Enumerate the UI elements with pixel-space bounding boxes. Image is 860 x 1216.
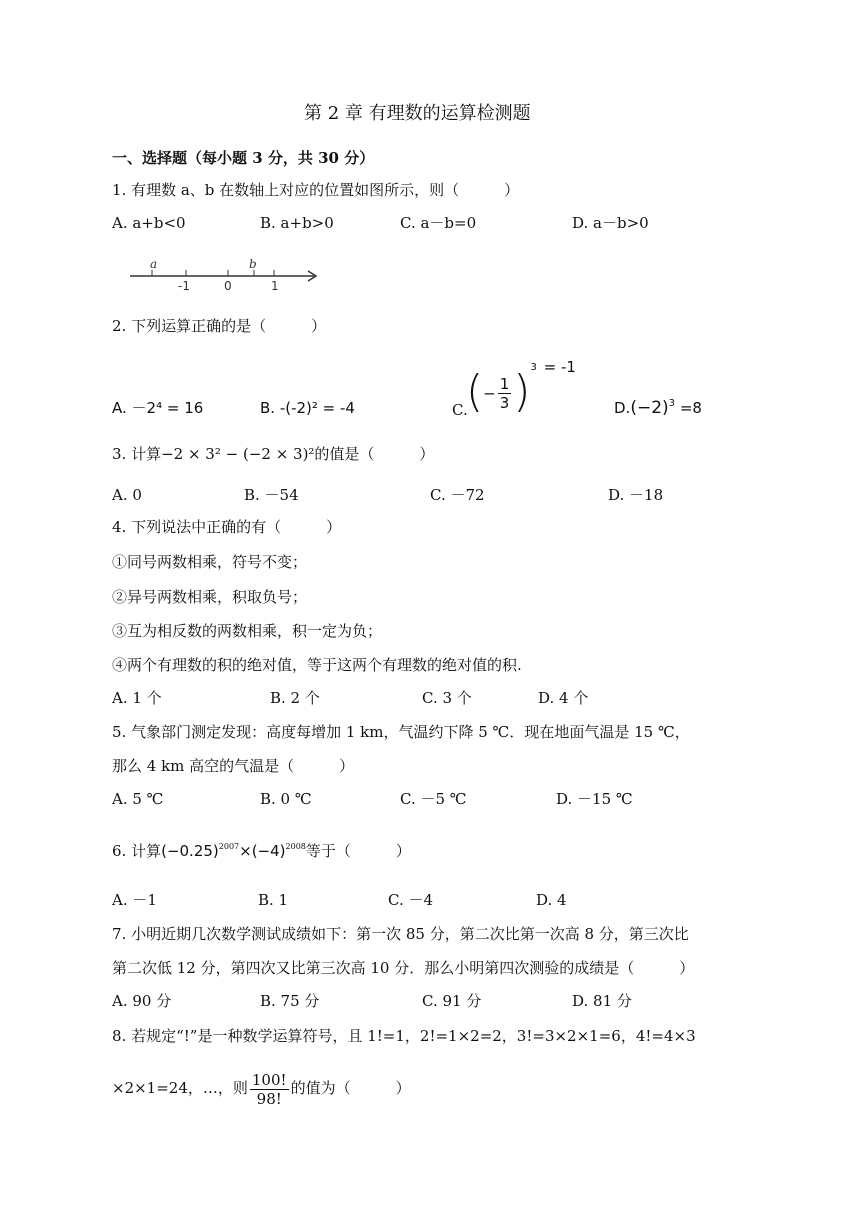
q3-option-d: D. －18 xyxy=(608,486,664,504)
q4-option-c: C. 3 个 xyxy=(422,689,472,707)
q2-d-base: (−2) xyxy=(630,398,669,418)
q6-base-1: (−0.25) xyxy=(161,842,219,860)
q4-option-d: D. 4 个 xyxy=(538,689,589,707)
label-a: a xyxy=(150,257,158,271)
q4-statement-4: ④两个有理数的积的绝对值，等于这两个有理数的绝对值的积. xyxy=(112,656,522,674)
q6-option-c: C. －4 xyxy=(388,891,434,909)
question-5-line-1: 5. 气象部门测定发现：高度每增加 1 km，气温约下降 5 ℃．现在地面气温是 15 ℃， xyxy=(112,723,690,741)
q2-option-a: A. －2⁴ = 16 xyxy=(112,399,204,417)
q5-option-d: D. －15 ℃ xyxy=(556,790,633,808)
q2-option-d xyxy=(614,398,702,418)
question-8-line-1: 8. 若规定“!”是一种数学运算符号，且 1!=1，2!=1×2=2，3!=3×2×1=6，4!=4×3 xyxy=(112,1027,696,1045)
q8-line-2-prefix: ×2×1=24，…，则 xyxy=(112,1079,248,1097)
q3-option-b: B. －54 xyxy=(244,486,299,504)
q8-denominator: 98! xyxy=(256,1089,282,1108)
question-1-stem: 1. 有理数 a、b 在数轴上对应的位置如图所示，则（ ） xyxy=(112,181,520,199)
label-b: b xyxy=(249,257,257,271)
question-3-stem: 3. 计算−2 × 3² − (−2 × 3)²的值是（ ） xyxy=(112,445,435,463)
q2-d-rhs: =8 xyxy=(679,399,702,417)
q8-fraction xyxy=(250,1071,289,1108)
q4-option-b: B. 2 个 xyxy=(270,689,320,707)
q6-exponent-1: 2007 xyxy=(218,842,240,851)
q4-statement-1: ①同号两数相乘，符号不变； xyxy=(112,553,308,571)
q2-option-c-expression: (− $\frac{1}{3}$ )$^3$ = -1 xyxy=(466,358,576,417)
q4-statement-2: ②异号两数相乘，积取负号； xyxy=(112,588,308,606)
q6-exponent-2: 2008 xyxy=(285,842,306,851)
q2-option-c-label: C. xyxy=(452,401,468,419)
label-minus-1: -1 xyxy=(178,279,190,293)
question-5-line-2: 那么 4 km 高空的气温是（ ） xyxy=(112,757,355,775)
q2-d-exponent: 3 xyxy=(668,398,676,409)
q2-d-label: D. xyxy=(614,399,631,417)
q6-prefix: 6. 计算 xyxy=(112,842,162,860)
question-6-stem xyxy=(112,841,411,861)
q1-option-a: A. a+b<0 xyxy=(112,214,186,232)
question-2-stem: 2. 下列运算正确的是（ ） xyxy=(112,317,327,335)
q5-option-a: A. 5 ℃ xyxy=(112,790,164,808)
q6-base-2: (−4) xyxy=(251,842,286,860)
q1-option-d: D. a－b>0 xyxy=(572,214,649,232)
page-title: 第 2 章 有理数的运算检测题 xyxy=(304,103,531,124)
q7-option-a: A. 90 分 xyxy=(112,992,172,1010)
question-7-line-2: 第二次低 12 分，第四次又比第三次高 10 分．那么小明第四次测验的成绩是（ ） xyxy=(112,959,695,977)
q6-option-b: B. 1 xyxy=(258,891,289,909)
q2-option-b: B. -(-2)² = -4 xyxy=(260,399,355,417)
q6-option-a: A. －1 xyxy=(112,891,157,909)
q1-option-b: B. a+b>0 xyxy=(260,214,334,232)
number-line-figure xyxy=(128,256,328,296)
label-0: 0 xyxy=(224,279,232,293)
q6-times: × xyxy=(239,842,252,860)
q2-c-rhs: = -1 xyxy=(543,358,576,376)
q4-statement-3: ③互为相反数的两数相乘，积一定为负； xyxy=(112,622,383,640)
question-8-line-2 xyxy=(112,1064,411,1112)
q8-numerator: 100! xyxy=(251,1070,287,1089)
q5-option-b: B. 0 ℃ xyxy=(260,790,312,808)
q2-c-denominator: 3 xyxy=(499,394,510,412)
q2-c-exponent: 3 xyxy=(530,362,537,373)
question-4-stem: 4. 下列说法中正确的有（ ） xyxy=(112,518,342,536)
q1-option-c: C. a－b=0 xyxy=(400,214,477,232)
q4-option-a: A. 1 个 xyxy=(112,689,162,707)
q3-option-a: A. 0 xyxy=(112,486,142,504)
q3-option-c: C. －72 xyxy=(430,486,485,504)
q2-c-numerator: 1 xyxy=(499,375,510,393)
q7-option-d: D. 81 分 xyxy=(572,992,632,1010)
q7-option-c: C. 91 分 xyxy=(422,992,482,1010)
q7-option-b: B. 75 分 xyxy=(260,992,320,1010)
section-heading: 一、选择题（每小题 3 分，共 30 分） xyxy=(112,149,375,167)
q5-option-c: C. －5 ℃ xyxy=(400,790,467,808)
q8-line-2-suffix: 的值为（ ） xyxy=(290,1079,411,1097)
q2-c-minus: − xyxy=(483,384,496,403)
question-7-line-1: 7. 小明近期几次数学测试成绩如下：第一次 85 分，第二次比第一次高 8 分，第三次比 xyxy=(112,925,689,943)
q6-option-d: D. 4 xyxy=(536,891,567,909)
q6-suffix: 等于（ ） xyxy=(305,842,411,860)
label-1: 1 xyxy=(271,279,279,293)
